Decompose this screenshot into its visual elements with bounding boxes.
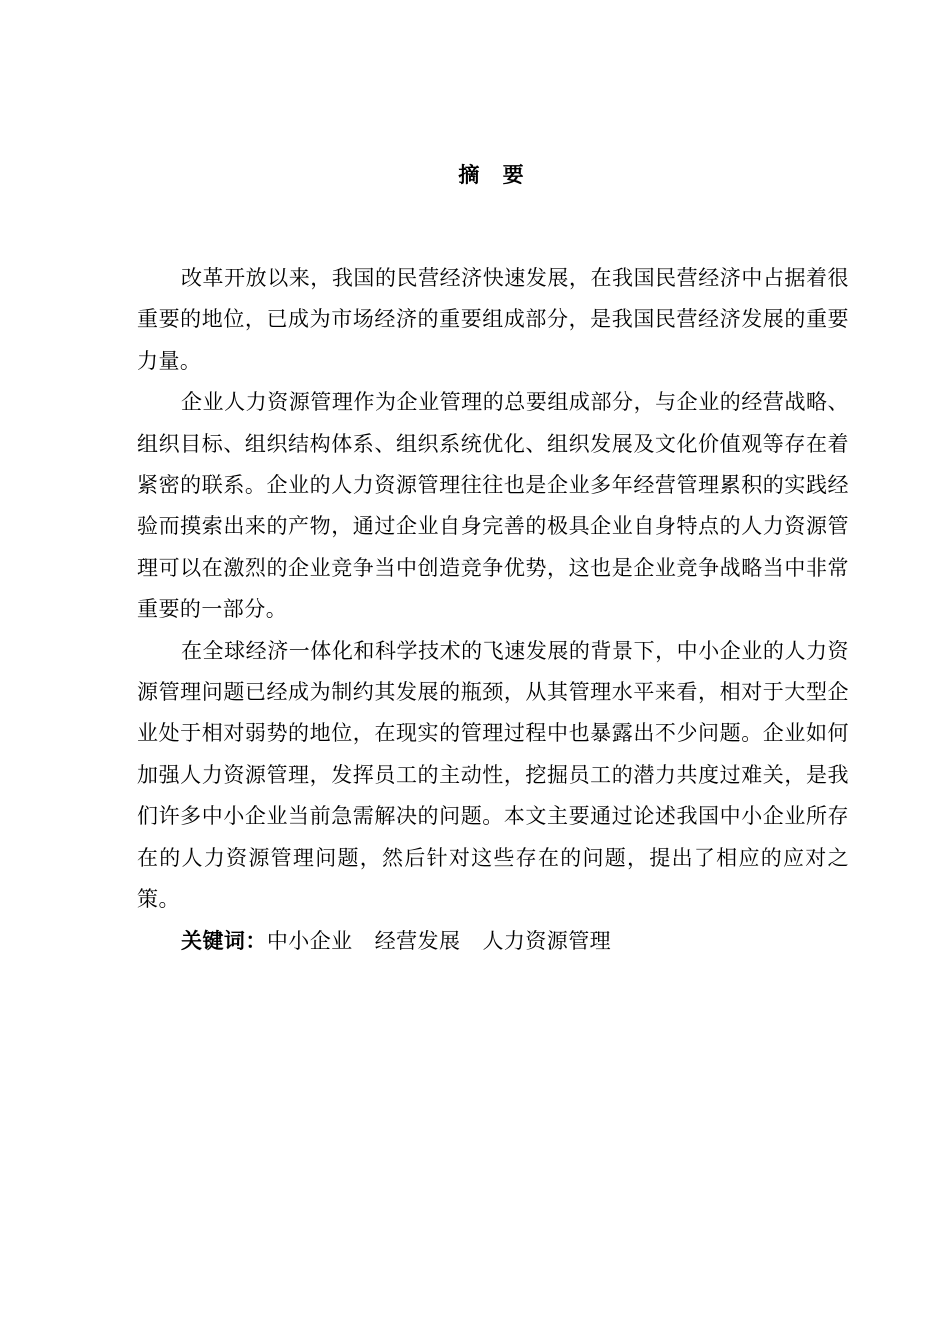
keyword-item: 中小企业	[266, 928, 353, 953]
abstract-paragraph-1: 改革开放以来，我国的民营经济快速发展，在我国民营经济中占据着很重要的地位，已成为市场经济的重要组成部分，是我国民营经济发展的重要力量。	[137, 266, 849, 373]
abstract-body	[137, 258, 849, 962]
keywords-line	[137, 921, 849, 962]
abstract-paragraph-3: 在全球经济一体化和科学技术的飞速发展的背景下，中小企业的人力资源管理问题已经成为制约其发展的瓶颈，从其管理水平来看，相对于大型企业处于相对弱势的地位，在现实的管理过程中也暴露出不少问题。企业如何加强人力资源管理，发挥员工的主动性，挖掘员工的潜力共度过难关，是我们许多中小企业当前急需解决的问题。本文主要通过论述我国中小企业所存在的人力资源管理问题，然后针对这些存在的问题，提出了相应的应对之策。	[137, 638, 849, 912]
keywords-label: 关键词：	[181, 928, 267, 953]
keyword-item: 人力资源管理	[482, 928, 612, 953]
abstract-title: 摘 要	[458, 163, 532, 187]
abstract-paragraph-2: 企业人力资源管理作为企业管理的总要组成部分，与企业的经营战略、组织目标、组织结构体系、组织系统优化、组织发展及文化价值观等存在着紧密的联系。企业的人力资源管理往往也是企业多年经营管理累积的实践经验而摸索出来的产物，通过企业自身完善的极具企业自身特点的人力资源管理可以在激烈的企业竞争当中创造竞争优势，这也是企业竞争战略当中非常重要的一部分。	[137, 390, 849, 622]
keyword-item: 经营发展	[374, 928, 461, 953]
